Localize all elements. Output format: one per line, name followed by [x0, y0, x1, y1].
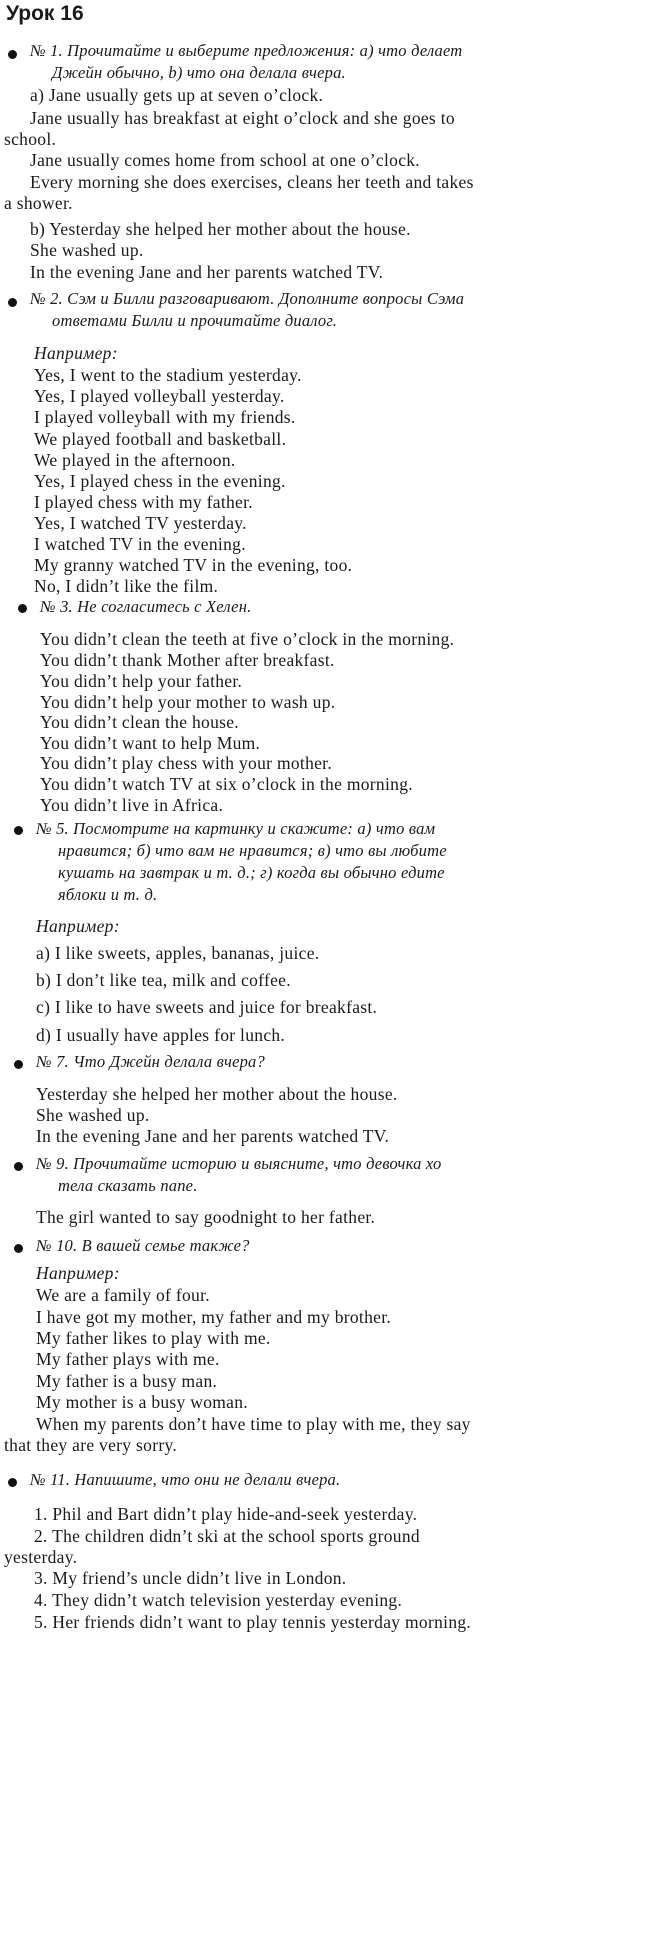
task-3-line: You didn’t thank Mother after breakfast.: [40, 650, 335, 670]
task-1-line: She washed up.: [30, 240, 144, 260]
task-10-line: When my parents don’t have time to play with me, they say: [36, 1414, 471, 1434]
task-2-line: We played football and basketball.: [34, 429, 287, 449]
task-5-line: d) I usually have apples for lunch.: [36, 1025, 286, 1045]
example-label: Например:: [34, 343, 118, 363]
task-3-line: You didn’t watch TV at six o’clock in the morning.: [40, 774, 413, 794]
task-3-heading: № 3. Не согласитесь с Хелен.: [40, 597, 252, 616]
task-2-line: Yes, I played volleyball yesterday.: [34, 386, 285, 406]
task-1-heading: № 1. Прочитайте и выберите предложения: а) что делает Джейн обычно, b) что она делала вчера.: [30, 41, 463, 82]
task-5-line: b) I don’t like tea, milk and coffee.: [36, 970, 291, 990]
task-11-line: 3. My friend’s uncle didn’t live in London.: [34, 1568, 347, 1588]
task-9-line: The girl wanted to say goodnight to her father.: [36, 1207, 376, 1227]
task-3-line: You didn’t play chess with your mother.: [40, 753, 333, 773]
bullet-icon: [14, 1060, 23, 1069]
task-3-line: You didn’t help your mother to wash up.: [40, 692, 336, 712]
task-2-line: I played chess with my father.: [34, 492, 253, 512]
task-5-line: a) I like sweets, apples, bananas, juice.: [36, 943, 320, 963]
example-label: Например:: [36, 916, 120, 936]
task-11-line: 5. Her friends didn’t want to play tennis yesterday morning.: [34, 1612, 472, 1632]
task-1-line: school.: [4, 129, 57, 149]
task-11-line: 4. They didn’t watch television yesterday evening.: [34, 1590, 403, 1610]
task-1-line: Jane usually has breakfast at eight o’clock and she goes to: [30, 108, 455, 128]
task-1-line: Every morning she does exercises, cleans her teeth and takes: [30, 172, 474, 192]
task-7-heading: № 7. Что Джейн делала вчера?: [36, 1052, 265, 1071]
task-2-line: We played in the afternoon.: [34, 450, 236, 470]
task-1-line: b) Yesterday she helped her mother about the house.: [30, 219, 411, 239]
task-1-line: a) Jane usually gets up at seven o’clock.: [30, 85, 324, 105]
task-7-line: Yesterday she helped her mother about the house.: [36, 1084, 398, 1104]
bullet-icon: [18, 604, 27, 613]
task-1-line: a shower.: [4, 193, 73, 213]
task-2-line: I watched TV in the evening.: [34, 534, 246, 554]
task-3-line: You didn’t clean the house.: [40, 712, 239, 732]
task-10-line: We are a family of four.: [36, 1285, 210, 1305]
task-11-heading: № 11. Напишите, что они не делали вчера.: [30, 1470, 341, 1489]
task-10-line: My father plays with me.: [36, 1349, 220, 1369]
task-2-heading: № 2. Сэм и Билли разговаривают. Дополните вопросы Сэма ответами Билли и прочитайте диалог.: [30, 289, 465, 330]
task-2-line: No, I didn’t like the film.: [34, 576, 219, 596]
task-3-line: You didn’t want to help Mum.: [40, 733, 261, 753]
bullet-icon: [8, 1478, 17, 1487]
bullet-icon: [14, 826, 23, 835]
task-3-line: You didn’t clean the teeth at five o’clock in the morning.: [40, 629, 455, 649]
task-5-heading: № 5. Посмотрите на картинку и скажите: а) что вам нравится; б) что вам не нравится; в) что вы любите кушать на завтрак и т. д.; г) когда вы обычно едите яблоки и т. д.: [36, 819, 447, 904]
task-10-line: that they are very sorry.: [4, 1435, 178, 1455]
task-2-line: Yes, I played chess in the evening.: [34, 471, 286, 491]
task-11-line: yesterday.: [4, 1547, 78, 1567]
task-2-line: My granny watched TV in the evening, too.: [34, 555, 353, 575]
task-9-heading: № 9. Прочитайте историю и выясните, что девочка хо тела сказать папе.: [36, 1154, 442, 1195]
lesson-title: Урок 16: [6, 2, 84, 25]
task-3-line: You didn’t live in Africa.: [40, 795, 224, 815]
task-10-line: My father is a busy man.: [36, 1371, 218, 1391]
bullet-icon: [14, 1162, 23, 1171]
example-label: Например:: [36, 1263, 120, 1283]
bullet-icon: [14, 1244, 23, 1253]
task-11-line: 1. Phil and Bart didn’t play hide-and-seek yesterday.: [34, 1504, 418, 1524]
task-1-line: Jane usually comes home from school at one o’clock.: [30, 150, 420, 170]
task-3-line: You didn’t help your father.: [40, 671, 243, 691]
task-2-line: Yes, I watched TV yesterday.: [34, 513, 247, 533]
task-10-heading: № 10. В вашей семье также?: [36, 1236, 250, 1255]
task-5-line: c) I like to have sweets and juice for breakfast.: [36, 997, 378, 1017]
bullet-icon: [8, 50, 17, 59]
task-2-line: I played volleyball with my friends.: [34, 407, 296, 427]
task-1-line: In the evening Jane and her parents watched TV.: [30, 262, 384, 282]
task-7-line: She washed up.: [36, 1105, 150, 1125]
task-10-line: My father likes to play with me.: [36, 1328, 271, 1348]
bullet-icon: [8, 298, 17, 307]
task-11-line: 2. The children didn’t ski at the school sports ground: [34, 1526, 420, 1546]
task-7-line: In the evening Jane and her parents watched TV.: [36, 1126, 390, 1146]
task-10-line: My mother is a busy woman.: [36, 1392, 248, 1412]
task-10-line: I have got my mother, my father and my brother.: [36, 1307, 392, 1327]
task-2-line: Yes, I went to the stadium yesterday.: [34, 365, 302, 385]
